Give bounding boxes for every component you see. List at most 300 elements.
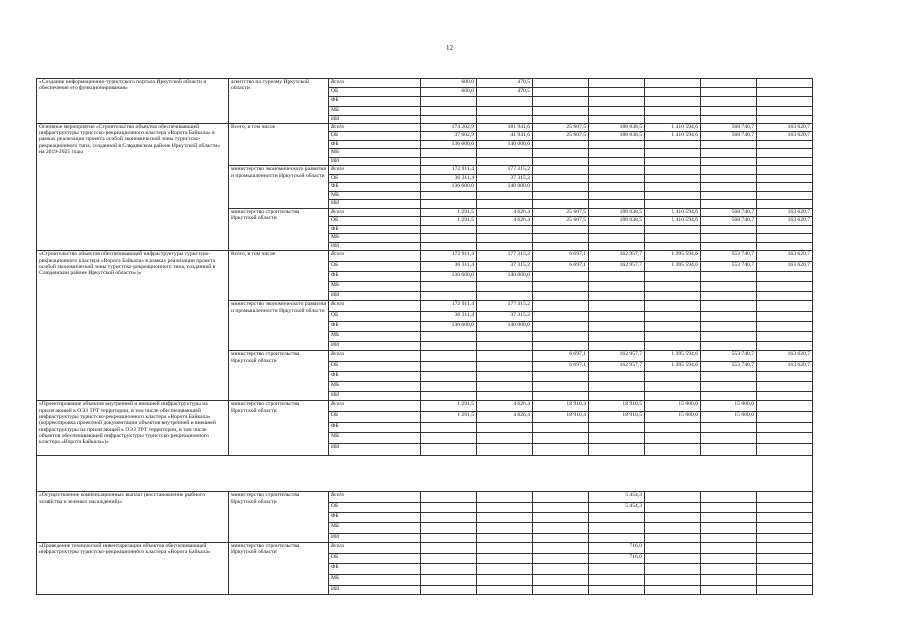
- amount-cell: [757, 392, 813, 401]
- amount-cell: 4 626,4: [477, 217, 533, 226]
- amount-cell: [533, 332, 589, 342]
- amount-cell: [533, 553, 589, 564]
- amount-cell: [477, 564, 533, 575]
- amount-cell: [421, 553, 477, 564]
- amount-cell: [477, 422, 533, 433]
- amount-cell: [701, 183, 757, 192]
- executor-cell: министерство экономического развития и промышленности Иркутской области: [229, 166, 329, 209]
- amount-cell: 1 395 594,6: [645, 361, 701, 371]
- amount-cell: [645, 492, 701, 502]
- amount-cell: 181 941,6: [477, 123, 533, 132]
- amount-cell: 18 910,4: [533, 412, 589, 423]
- amount-cell: 1 410 594,6: [645, 123, 701, 132]
- table-row: [37, 492, 813, 502]
- amount-cell: 188 038,5: [589, 217, 645, 226]
- funding-source-cell: ФБ: [329, 225, 421, 234]
- amount-cell: [533, 106, 589, 115]
- amount-cell: [757, 106, 813, 115]
- amount-cell: 568 740,7: [701, 123, 757, 132]
- funding-source-cell: ФБ: [329, 513, 421, 523]
- amount-cell: 163 620,7: [757, 217, 813, 226]
- amount-cell: [477, 234, 533, 243]
- executor-cell: министерство строительства Иркутской области: [229, 208, 329, 251]
- amount-cell: 188 038,5: [589, 132, 645, 141]
- amount-cell: [477, 492, 533, 502]
- amount-cell: 37 602,9: [421, 132, 477, 141]
- amount-cell: 163 620,7: [757, 132, 813, 141]
- amount-cell: 1 395 594,6: [645, 351, 701, 362]
- amount-cell: [477, 586, 533, 595]
- amount-cell: [533, 271, 589, 281]
- amount-cell: 1 410 594,6: [645, 132, 701, 141]
- amount-cell: 6 697,1: [533, 351, 589, 362]
- amount-cell: [757, 575, 813, 586]
- amount-cell: 162 957,7: [589, 351, 645, 362]
- amount-cell: [589, 433, 645, 444]
- amount-cell: 5 454,3: [589, 492, 645, 502]
- amount-cell: [421, 97, 477, 106]
- amount-cell: [701, 225, 757, 234]
- funding-source-cell: ИИ: [329, 533, 421, 542]
- funding-source-cell: Всего: [329, 79, 421, 88]
- funding-source-cell: МБ: [329, 106, 421, 115]
- amount-cell: 163 620,7: [757, 361, 813, 371]
- amount-cell: [589, 311, 645, 321]
- amount-cell: 172 911,4: [421, 251, 477, 262]
- amount-cell: [645, 513, 701, 523]
- funding-source-cell: ОБ: [329, 361, 421, 371]
- amount-cell: [477, 242, 533, 251]
- amount-cell: 716,0: [589, 553, 645, 564]
- amount-cell: [757, 412, 813, 423]
- amount-cell: [645, 225, 701, 234]
- amount-cell: [645, 542, 701, 553]
- amount-cell: [645, 97, 701, 106]
- executor-cell: агентство по туризму Иркутской области: [229, 79, 329, 124]
- amount-cell: [589, 564, 645, 575]
- amount-cell: 1 291,5: [421, 401, 477, 412]
- amount-cell: [477, 523, 533, 533]
- amount-cell: [645, 115, 701, 123]
- amount-cell: [477, 292, 533, 301]
- amount-cell: [421, 200, 477, 209]
- amount-cell: [477, 149, 533, 158]
- funding-source-cell: ФБ: [329, 140, 421, 149]
- amount-cell: [421, 564, 477, 575]
- amount-cell: [701, 553, 757, 564]
- funding-source-cell: ФБ: [329, 97, 421, 106]
- funding-source-cell: ОБ: [329, 502, 421, 512]
- amount-cell: [757, 322, 813, 332]
- funding-source-cell: МБ: [329, 382, 421, 392]
- amount-cell: [589, 332, 645, 342]
- amount-cell: [757, 553, 813, 564]
- amount-cell: [589, 79, 645, 88]
- amount-cell: [757, 342, 813, 351]
- amount-cell: [421, 372, 477, 382]
- amount-cell: [477, 97, 533, 106]
- funding-source-cell: ИИ: [329, 292, 421, 301]
- amount-cell: [645, 433, 701, 444]
- amount-cell: 136 600,0: [421, 183, 477, 192]
- amount-cell: 470,5: [477, 79, 533, 88]
- amount-cell: 162 957,7: [589, 251, 645, 262]
- amount-cell: 188 038,5: [589, 123, 645, 132]
- amount-cell: 188 038,5: [589, 208, 645, 217]
- amount-cell: 36 311,4: [421, 174, 477, 183]
- amount-cell: [589, 106, 645, 115]
- amount-cell: [533, 542, 589, 553]
- amount-cell: [533, 115, 589, 123]
- amount-cell: [477, 332, 533, 342]
- amount-cell: [701, 106, 757, 115]
- funding-source-cell: Всего: [329, 351, 421, 362]
- table-row: [37, 251, 813, 262]
- measure-name-cell: «Осуществление компенсационных выплат (восстановление рыбного хозяйства и зеленых насаждений)»: [37, 492, 229, 543]
- amount-cell: [757, 183, 813, 192]
- amount-cell: [589, 292, 645, 301]
- amount-cell: [421, 443, 477, 456]
- spacer-row: [37, 456, 813, 492]
- amount-cell: 163 620,7: [757, 208, 813, 217]
- amount-cell: 6 697,1: [533, 261, 589, 271]
- funding-source-cell: МБ: [329, 191, 421, 200]
- amount-cell: 4 626,4: [477, 401, 533, 412]
- amount-cell: [645, 372, 701, 382]
- amount-cell: 25 607,5: [533, 132, 589, 141]
- amount-cell: [533, 234, 589, 243]
- amount-cell: [701, 97, 757, 106]
- amount-cell: [757, 200, 813, 209]
- amount-cell: [477, 115, 533, 123]
- amount-cell: [477, 433, 533, 444]
- amount-cell: 600,0: [421, 79, 477, 88]
- amount-cell: [533, 311, 589, 321]
- amount-cell: 140 000,0: [477, 271, 533, 281]
- spacer-cell: [37, 456, 813, 492]
- funding-source-cell: ОБ: [329, 174, 421, 183]
- amount-cell: [757, 234, 813, 243]
- amount-cell: 600,0: [421, 88, 477, 97]
- amount-cell: [645, 88, 701, 97]
- amount-cell: 41 941,6: [477, 132, 533, 141]
- amount-cell: [421, 292, 477, 301]
- amount-cell: [421, 157, 477, 166]
- amount-cell: [701, 311, 757, 321]
- amount-cell: [589, 183, 645, 192]
- amount-cell: [533, 200, 589, 209]
- amount-cell: [533, 523, 589, 533]
- amount-cell: [477, 225, 533, 234]
- amount-cell: [533, 443, 589, 456]
- amount-cell: [645, 322, 701, 332]
- amount-cell: [589, 157, 645, 166]
- amount-cell: [701, 342, 757, 351]
- amount-cell: [757, 332, 813, 342]
- amount-cell: [589, 301, 645, 312]
- amount-cell: [589, 382, 645, 392]
- budget-table-frame: [36, 78, 812, 592]
- amount-cell: [701, 115, 757, 123]
- amount-cell: [533, 433, 589, 444]
- amount-cell: [645, 502, 701, 512]
- funding-source-cell: ФБ: [329, 271, 421, 281]
- table-row: [37, 401, 813, 412]
- amount-cell: [589, 140, 645, 149]
- funding-source-cell: МБ: [329, 332, 421, 342]
- amount-cell: [645, 553, 701, 564]
- amount-cell: [589, 392, 645, 401]
- funding-source-cell: Всего: [329, 542, 421, 553]
- budget-table: [36, 78, 813, 595]
- amount-cell: [645, 191, 701, 200]
- amount-cell: 163 620,7: [757, 261, 813, 271]
- amount-cell: [477, 372, 533, 382]
- executor-cell: министерство строительства Иркутской области: [229, 351, 329, 401]
- amount-cell: [477, 157, 533, 166]
- amount-cell: [421, 361, 477, 371]
- amount-cell: 553 740,7: [701, 351, 757, 362]
- amount-cell: [757, 311, 813, 321]
- amount-cell: [589, 282, 645, 292]
- amount-cell: 568 740,7: [701, 217, 757, 226]
- executor-cell: министерство строительства Иркутской области: [229, 492, 329, 543]
- amount-cell: 6 697,1: [533, 251, 589, 262]
- amount-cell: 18 910,5: [589, 401, 645, 412]
- amount-cell: [589, 166, 645, 175]
- amount-cell: [757, 140, 813, 149]
- amount-cell: [533, 322, 589, 332]
- amount-cell: [757, 433, 813, 444]
- measure-name-cell: «Проектирование объектов внутренней и внешней инфраструктуры на прилегающей к ОЭЗ ТРТ территории, в том числе обеспечивающей инфраструктуры туристско-рекреационного кластера «Ворота Байкала» (корректировка проектной документации объектов внутренней и внешней инфраструктуры на прилегающей к ОЭЗ ТРТ территории, в том числе объектов обеспечивающей инфраструктуры туристско-рекреационного кластера «Ворота Байкала»)»: [37, 401, 229, 456]
- amount-cell: 716,0: [589, 542, 645, 553]
- amount-cell: 140 000,0: [477, 183, 533, 192]
- funding-source-cell: МБ: [329, 149, 421, 158]
- amount-cell: [421, 106, 477, 115]
- amount-cell: [701, 492, 757, 502]
- amount-cell: [477, 200, 533, 209]
- funding-source-cell: ФБ: [329, 422, 421, 433]
- amount-cell: [645, 157, 701, 166]
- amount-cell: [477, 361, 533, 371]
- amount-cell: 172 911,4: [421, 166, 477, 175]
- amount-cell: [757, 271, 813, 281]
- amount-cell: [533, 382, 589, 392]
- amount-cell: 37 315,2: [477, 174, 533, 183]
- amount-cell: [477, 443, 533, 456]
- amount-cell: [533, 225, 589, 234]
- amount-cell: [533, 533, 589, 542]
- amount-cell: 25 607,5: [533, 123, 589, 132]
- amount-cell: [589, 513, 645, 523]
- amount-cell: [757, 225, 813, 234]
- amount-cell: [701, 271, 757, 281]
- amount-cell: [701, 242, 757, 251]
- amount-cell: [533, 79, 589, 88]
- amount-cell: [421, 382, 477, 392]
- amount-cell: [701, 443, 757, 456]
- amount-cell: [757, 502, 813, 512]
- funding-source-cell: ФБ: [329, 372, 421, 382]
- funding-source-cell: ИИ: [329, 586, 421, 595]
- funding-source-cell: ОБ: [329, 88, 421, 97]
- funding-source-cell: ФБ: [329, 183, 421, 192]
- amount-cell: [757, 401, 813, 412]
- amount-cell: [757, 79, 813, 88]
- amount-cell: [421, 282, 477, 292]
- amount-cell: 177 315,2: [477, 251, 533, 262]
- amount-cell: [701, 372, 757, 382]
- amount-cell: [645, 200, 701, 209]
- amount-cell: [757, 301, 813, 312]
- amount-cell: [533, 183, 589, 192]
- amount-cell: [589, 149, 645, 158]
- amount-cell: [477, 575, 533, 586]
- amount-cell: 15 000,0: [645, 401, 701, 412]
- table-row: [37, 79, 813, 88]
- amount-cell: [589, 271, 645, 281]
- executor-cell: Всего, в том числе: [229, 251, 329, 301]
- amount-cell: [589, 523, 645, 533]
- amount-cell: [421, 502, 477, 512]
- amount-cell: [701, 174, 757, 183]
- amount-cell: [645, 140, 701, 149]
- amount-cell: [757, 97, 813, 106]
- amount-cell: 1 291,5: [421, 208, 477, 217]
- amount-cell: [477, 106, 533, 115]
- table-row: [37, 123, 813, 132]
- amount-cell: [421, 492, 477, 502]
- amount-cell: [701, 79, 757, 88]
- amount-cell: [533, 97, 589, 106]
- amount-cell: [477, 282, 533, 292]
- amount-cell: [645, 292, 701, 301]
- amount-cell: [533, 242, 589, 251]
- funding-source-cell: МБ: [329, 523, 421, 533]
- amount-cell: 25 607,5: [533, 208, 589, 217]
- amount-cell: [701, 322, 757, 332]
- amount-cell: [701, 564, 757, 575]
- amount-cell: [421, 433, 477, 444]
- amount-cell: [533, 392, 589, 401]
- amount-cell: [701, 234, 757, 243]
- amount-cell: [589, 174, 645, 183]
- amount-cell: 162 957,7: [589, 261, 645, 271]
- amount-cell: [645, 443, 701, 456]
- amount-cell: [645, 234, 701, 243]
- amount-cell: [645, 79, 701, 88]
- amount-cell: [477, 351, 533, 362]
- funding-source-cell: ОБ: [329, 217, 421, 226]
- amount-cell: [701, 282, 757, 292]
- funding-source-cell: Всего: [329, 208, 421, 217]
- executor-cell: министерство строительства Иркутской области: [229, 401, 329, 456]
- amount-cell: [421, 575, 477, 586]
- amount-cell: [757, 513, 813, 523]
- amount-cell: [757, 492, 813, 502]
- amount-cell: [701, 502, 757, 512]
- amount-cell: [645, 422, 701, 433]
- funding-source-cell: ИИ: [329, 443, 421, 456]
- amount-cell: [589, 422, 645, 433]
- amount-cell: [533, 166, 589, 175]
- amount-cell: [421, 422, 477, 433]
- amount-cell: [757, 191, 813, 200]
- amount-cell: 136 600,0: [421, 271, 477, 281]
- executor-cell: Всего, в том числе: [229, 123, 329, 166]
- amount-cell: 177 315,2: [477, 166, 533, 175]
- amount-cell: [477, 502, 533, 512]
- amount-cell: 4 626,4: [477, 412, 533, 423]
- amount-cell: [757, 166, 813, 175]
- amount-cell: [421, 351, 477, 362]
- amount-cell: [757, 422, 813, 433]
- amount-cell: [645, 342, 701, 351]
- funding-source-cell: ОБ: [329, 261, 421, 271]
- funding-source-cell: МБ: [329, 282, 421, 292]
- amount-cell: [421, 523, 477, 533]
- funding-source-cell: МБ: [329, 575, 421, 586]
- amount-cell: [645, 533, 701, 542]
- funding-source-cell: ИИ: [329, 392, 421, 401]
- amount-cell: [533, 342, 589, 351]
- amount-cell: [757, 157, 813, 166]
- measure-name-cell: «Строительство объектов обеспечивающей инфраструктуры туристско-рекреационного кластера «Ворота Байкала» в рамках реализации проекта особой экономической зоны туристско-рекреационного типа, созданной в Слюдянском районе Иркутской области»)»: [37, 251, 229, 401]
- amount-cell: 6 697,1: [533, 361, 589, 371]
- amount-cell: [645, 382, 701, 392]
- amount-cell: [701, 166, 757, 175]
- amount-cell: 174 202,9: [421, 123, 477, 132]
- funding-source-cell: ИИ: [329, 342, 421, 351]
- amount-cell: [477, 542, 533, 553]
- amount-cell: [757, 443, 813, 456]
- amount-cell: [533, 564, 589, 575]
- amount-cell: [757, 564, 813, 575]
- amount-cell: 140 000,0: [477, 322, 533, 332]
- amount-cell: [701, 292, 757, 301]
- amount-cell: [477, 513, 533, 523]
- funding-source-cell: Всего: [329, 492, 421, 502]
- amount-cell: [421, 191, 477, 200]
- amount-cell: [533, 292, 589, 301]
- amount-cell: 136 600,0: [421, 322, 477, 332]
- amount-cell: [589, 372, 645, 382]
- amount-cell: [701, 157, 757, 166]
- amount-cell: [645, 271, 701, 281]
- funding-source-cell: ФБ: [329, 322, 421, 332]
- amount-cell: [477, 191, 533, 200]
- amount-cell: [701, 433, 757, 444]
- amount-cell: [533, 157, 589, 166]
- amount-cell: [477, 392, 533, 401]
- amount-cell: 1 291,5: [421, 412, 477, 423]
- amount-cell: [645, 311, 701, 321]
- amount-cell: [701, 422, 757, 433]
- amount-cell: 172 911,4: [421, 301, 477, 312]
- amount-cell: 5 454,3: [589, 502, 645, 512]
- amount-cell: [757, 542, 813, 553]
- funding-source-cell: Всего: [329, 401, 421, 412]
- amount-cell: [701, 533, 757, 542]
- amount-cell: [645, 106, 701, 115]
- amount-cell: [757, 282, 813, 292]
- amount-cell: [533, 372, 589, 382]
- amount-cell: [701, 575, 757, 586]
- amount-cell: [477, 553, 533, 564]
- amount-cell: [701, 523, 757, 533]
- amount-cell: [589, 342, 645, 351]
- amount-cell: 1 410 594,6: [645, 217, 701, 226]
